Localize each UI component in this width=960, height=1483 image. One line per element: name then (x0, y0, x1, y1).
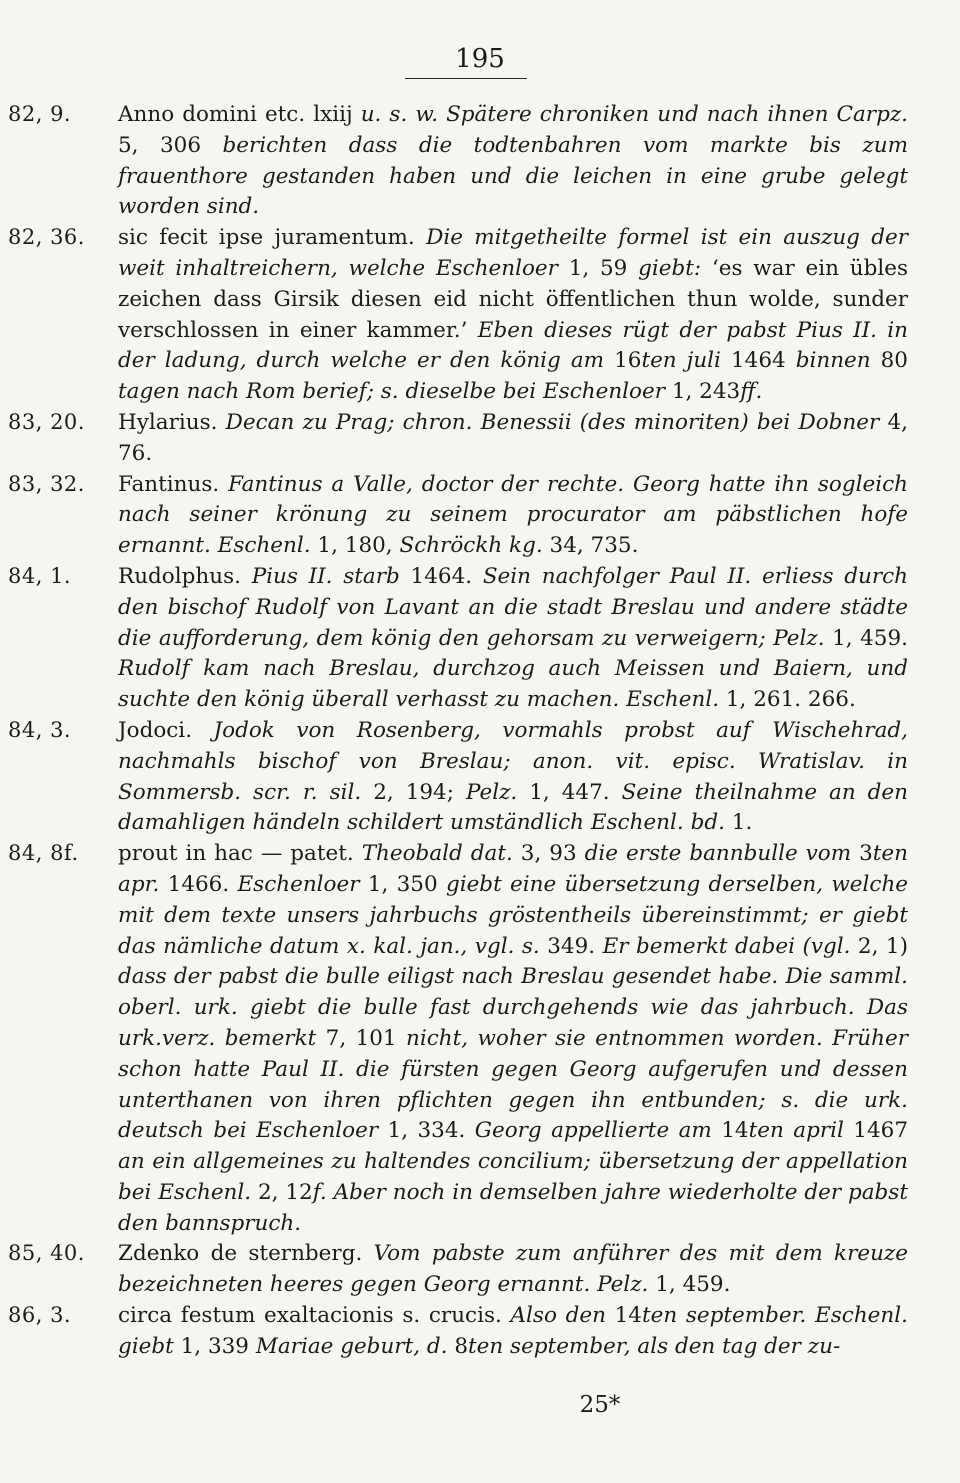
line-reference: 83, 32. (8, 471, 85, 496)
roman-segment: 1, 261. 266. (719, 687, 856, 713)
roman-segment: 3 (851, 841, 873, 867)
italic-segment: Rudolf kam nach Breslau, durchzog auch Meissen und Baiern, und suchte den könig überall verhasst zu machen. Eschenl. (118, 656, 908, 713)
roman-segment: Hylarius. (118, 409, 226, 435)
line-reference: 83, 20. (8, 409, 85, 434)
italic-segment: Fantinus a Valle, doctor der rechte. Georg hatte ihn sogleich nach seiner krönung zu seinem procurator am päbstlichen hofe ernannt. Eschenl. (118, 471, 908, 559)
commentary-text (118, 223, 908, 408)
italic-segment: Theobald dat. (361, 841, 513, 867)
commentary-text (118, 408, 908, 470)
roman-segment: 2, 12 (251, 1179, 313, 1205)
line-reference: 84, 8f. (8, 841, 79, 866)
roman-segment: 1464. (399, 563, 483, 589)
roman-segment: Zdenko de sternberg. (118, 1241, 374, 1267)
line-reference: 84, 3. (8, 717, 72, 742)
commentary-entry (0, 1239, 960, 1301)
roman-segment: prout in hac — patet. (118, 841, 362, 867)
roman-segment: Jodoci. (118, 717, 214, 743)
roman-segment: 1466. (159, 871, 238, 897)
commentary-entry (0, 716, 960, 839)
commentary-entry (0, 100, 960, 223)
italic-segment: Mariae geburt, d. (255, 1333, 448, 1359)
italic-segment: die erste bannbulle vom (584, 841, 852, 867)
italic-segment: Sein nachfolger Paul II. erliess durch den bischof Rudolf von Lavant an die stadt Breslau und andere städte die aufforderung, dem könig den gehorsam zu verweigern; Pelz. (118, 563, 909, 651)
page-number: 195 (455, 44, 505, 74)
roman-segment: 16 (604, 348, 642, 374)
roman-segment: 2, 194; (361, 779, 466, 805)
line-reference: 86, 3. (8, 1303, 72, 1328)
italic-segment: giebt: (638, 255, 702, 281)
roman-segment: Anno domini etc. lxiij (118, 102, 361, 127)
commentary-entry (0, 470, 960, 562)
commentary-entry (0, 839, 960, 1239)
italic-segment: nicht, woher sie entnommen worden. Früher schon hatte Paul II. die fürsten gegen Georg aufgerufen und dessen unterthanen von ihren pflichten gegen ihn entbunden; s. die urk. deutsch bei Eschenloer (118, 1025, 908, 1144)
italic-segment: berichten dass die todtenbahren vom markte bis zum frauenthore gestanden haben und die leichen in eine grube gelegt worden sind. (118, 132, 908, 220)
italic-segment: Pelz. (465, 779, 518, 805)
italic-segment: dass der pabst die bulle eiligst nach Breslau gesendet habe. Die samml. oberl. urk. giebt die bulle fast durchgehends wie das jahrbuch. Das urk.verz. bemerkt (118, 964, 908, 1051)
italic-segment: Also den (510, 1303, 606, 1329)
roman-segment: 1, 59 (557, 255, 639, 281)
roman-segment: 1, 459. (824, 625, 908, 651)
italic-segment: an ein allgemeines zu haltendes concilium; übersetzung der appellation bei Eschenl. (118, 1149, 908, 1205)
commentary-text (118, 716, 908, 839)
roman-segment: 1464 (720, 348, 796, 374)
roman-segment: 349. (539, 933, 603, 959)
roman-segment: 14 (605, 1303, 642, 1329)
italic-segment: Pius II. starb (251, 563, 400, 589)
italic-segment: Eben dieses rügt der pabst Pius II. in der ladung, durch welche er den könig am (118, 317, 908, 374)
italic-segment: giebt eine übersetzung derselben, welche mit dem texte unsers jahrbuchs gröstentheils übereinstimmt; er giebt das nämliche datum x. kal. jan., vgl. s. (118, 871, 909, 959)
commentary-text (118, 1239, 908, 1301)
roman-segment: 1, 459. (648, 1272, 731, 1298)
roman-segment: 5, 306 (118, 132, 223, 158)
roman-segment: 1, 339 (173, 1333, 256, 1359)
line-reference: 85, 40. (8, 1241, 85, 1266)
italic-segment: Er bemerkt dabei (vgl. (602, 933, 851, 959)
italic-segment: Jodok von Rosenberg, vormahls probst auf Wischehrad, nachmahls bischof von Breslau; anon. vit. episc. Wratislav. in Sommersb. scr. r. sil. (118, 717, 909, 805)
commentary-text (118, 1301, 908, 1363)
italic-segment: u. s. w. Spätere chroniken und nach ihnen Carpz. (360, 102, 909, 127)
line-reference: 82, 9. (8, 102, 72, 126)
roman-segment: 1, 243 (665, 379, 741, 405)
commentary-entries (0, 100, 960, 1363)
commentary-text (118, 562, 908, 716)
italic-segment: Eschenloer (237, 871, 360, 897)
italic-segment: ten juli (641, 348, 721, 374)
italic-segment: Seine theilnahme an den damahligen händeln schildert umständlich Eschenl. bd. (118, 779, 909, 836)
italic-segment: Decan zu Prag; chron. Benessii (des minoriten) bei Dobner (225, 409, 880, 435)
italic-segment: Vom pabste zum anführer des mit dem kreuze bezeichneten heeres gegen Georg ernannt. Pelz. (118, 1241, 908, 1298)
roman-segment: 3, 93 (512, 841, 585, 867)
roman-segment: 1. (724, 810, 753, 836)
italic-segment: ten april (748, 1118, 844, 1144)
roman-segment: 4, 76. (118, 409, 908, 466)
italic-segment: ten september, als den tag der zu- (468, 1333, 841, 1359)
signature-mark: 25* (579, 1392, 621, 1418)
commentary-text (118, 839, 908, 1239)
roman-segment: Fantinus. (118, 471, 229, 497)
roman-segment: 1467 (843, 1118, 909, 1144)
italic-segment: tagen nach Rom berief; s. dieselbe bei Eschenloer (118, 379, 665, 405)
italic-segment: binnen (795, 348, 871, 374)
roman-segment: sic fecit ipse juramentum. (118, 225, 427, 251)
italic-segment: ten apr. (118, 841, 909, 897)
roman-segment: 34, 735. (542, 533, 639, 559)
roman-segment: 1, 447. (517, 779, 622, 805)
roman-segment: 2, 1) (850, 933, 908, 959)
italic-segment: Schröckh kg. (399, 533, 543, 559)
commentary-entry (0, 408, 960, 470)
line-reference: 82, 36. (8, 225, 85, 250)
italic-segment: Georg appellierte am (474, 1118, 712, 1144)
commentary-text (118, 470, 908, 562)
commentary-entry (0, 223, 960, 408)
roman-segment: ‘es war ein übles zeichen dass Girsik diesen eid nicht öffentlichen thun wolde, sunder verschlossen in einer kammer.’ (118, 255, 909, 343)
roman-segment: Rudolphus. (118, 563, 252, 589)
italic-segment: f. Aber noch in demselben jahre wiederholte der pabst den bannspruch. (118, 1179, 908, 1236)
roman-segment: 1, 334. (378, 1118, 475, 1144)
header-rule (405, 78, 527, 79)
italic-segment: ff. (740, 379, 763, 405)
commentary-text (118, 100, 908, 223)
commentary-entry (0, 1301, 960, 1363)
roman-segment: 1, 350 (359, 871, 446, 897)
line-reference: 84, 1. (8, 563, 72, 588)
italic-segment: ten september. Eschenl. giebt (118, 1303, 908, 1359)
roman-segment: 1, 180, (310, 533, 400, 559)
roman-segment: circa festum exaltacionis s. crucis. (118, 1303, 511, 1329)
italic-segment: Die mitgetheilte formel ist ein auszug der weit inhaltreichern, welche Eschenloer (118, 225, 909, 281)
roman-segment: 80 (870, 348, 908, 374)
roman-segment: 7, 101 (316, 1025, 407, 1051)
roman-segment: 8 (447, 1333, 468, 1359)
roman-segment: 14 (711, 1118, 749, 1144)
commentary-entry (0, 562, 960, 716)
